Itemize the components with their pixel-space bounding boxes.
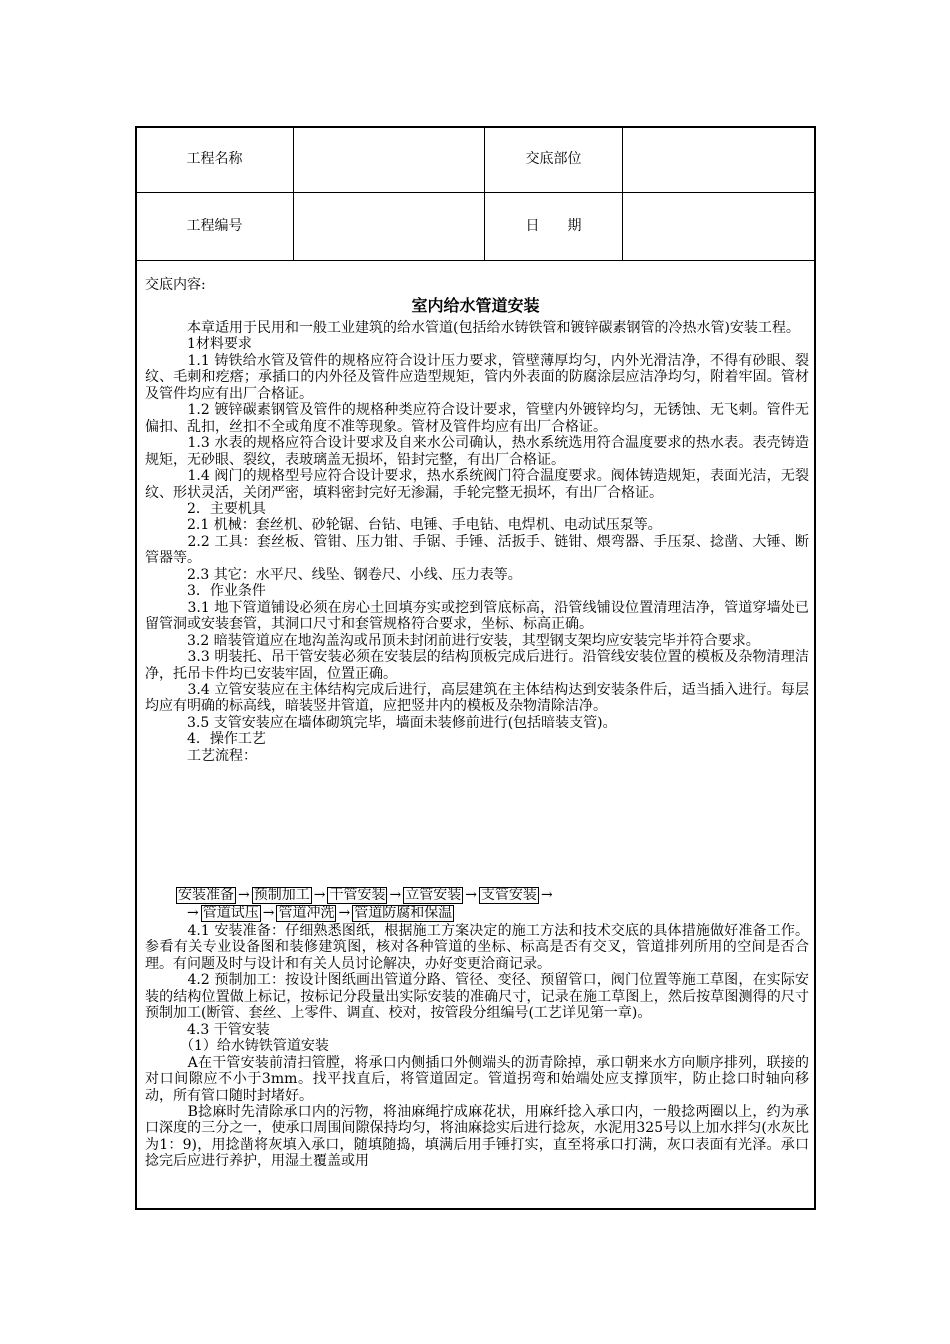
table-col-divider: [622, 126, 623, 260]
flow-arrow-icon: →: [238, 887, 250, 903]
process-flow-row-2: [145, 904, 809, 922]
flow-arrow-icon: →: [389, 887, 402, 903]
flow-arrow-icon: →: [338, 905, 351, 921]
disclosure-position-label: 交底部位: [525, 151, 582, 167]
flow-arrow-icon: →: [313, 887, 326, 903]
flow-step: 管道冲洗: [278, 905, 335, 921]
paragraph: 4.3 干管安装: [145, 1021, 270, 1038]
paragraph: 3.2 暗装管道应在地沟盖沟或吊顶未封闭前进行安装，其型钢支架均应安装完毕并符合要求。: [145, 632, 760, 649]
flow-step: 管道试压: [202, 905, 259, 921]
paragraph: 3．作业条件: [145, 583, 266, 600]
paragraph: 1.3 水表的规格应符合设计要求及自来水公司确认，热水系统选用符合温度要求的热水表。表壳铸造规矩，无砂眼、裂纹，表玻璃盖无损坏，铅封完整，有出厂合格证。: [145, 435, 809, 468]
paragraph: 4.1 安装准备：仔细熟悉图纸，根据施工方案决定的施工方法和技术交底的具体措施做好准备工作。参看有关专业设备图和装修建筑图，核对各种管道的坐标、标高是否有交叉，管道排列所用的空间是否合理。有问题及时与设计和有关人员讨论解决，办好变更洽商记录。: [145, 923, 809, 972]
paragraph: （1）给水铸铁管道安装: [145, 1038, 329, 1055]
paragraph: B捻麻时先清除承口内的污物，将油麻绳拧成麻花状，用麻纤捻入承口内，一般捻两圈以上，约为承口深度的三分之一，使承口周围间隙保持均匀，将油麻捻实后进行捻灰，水泥用325号以上加水拌匀(水灰比为1：9)，用捻凿将灰填入承口，随填随捣，填满后用手锤打实，直至将承口打满，灰口表面有光泽。承口捻完后应进行养护，用湿土覆盖或用: [145, 1103, 809, 1170]
paragraph: 3.3 明装托、吊干管安装必须在安装层的结构顶板完成后进行。沿管线安装位置的模板及杂物清理洁净，托吊卡件均已安装牢固，位置正确。: [145, 649, 809, 682]
paragraph: 2.2 工具：套丝板、管钳、压力钳、手锯、手锤、活扳手、链钳、煨弯器、手压泵、捻凿、大锤、断管器等。: [145, 533, 809, 567]
paragraph: 本章适用于民用和一般工业建筑的给水管道(包括给水铸铁管和镀锌碳素钢管的冷热水管)安装工程。: [145, 320, 800, 336]
document-title: 室内给水管道安装: [411, 296, 540, 315]
process-flow-row-1: [145, 886, 809, 904]
flow-step: 支管安装: [480, 887, 537, 903]
flow-arrow-icon: →: [465, 887, 477, 903]
paragraph: 2.3 其它：水平尺、线坠、钢卷尺、小线、压力表等。: [145, 566, 522, 583]
flow-step: 干管安装: [329, 887, 386, 903]
paragraph: 2．主要机具: [145, 500, 266, 517]
paragraph: 3.4 立管安装应在主体结构完成后进行，高层建筑在主体结构达到安装条件后，适当插入进行。每层均应有明确的标高线，暗装竖井管道，应把竖井内的模板及杂物清除洁净。: [145, 681, 809, 715]
paragraph: 1.1 铸铁给水管及管件的规格应符合设计压力要求，管壁薄厚均匀，内外光滑洁净，不得有砂眼、裂纹、毛刺和疙瘩；承插口的内外径及管件应造型规矩，管内外表面的防腐涂层应洁净均匀，附着牢固。管材及管件均应有出厂合格证。: [145, 352, 809, 402]
flow-arrow-icon: →: [262, 905, 275, 921]
flow-arrow-icon: →: [187, 905, 199, 921]
flow-step: 安装准备: [178, 887, 234, 903]
flow-step: 预制加工: [253, 887, 310, 903]
paragraph: 1.4 阀门的规格型号应符合设计要求，热水系统阀门符合温度要求。阀体铸造规矩，表面光洁，无裂纹、形状灵活，关闭严密，填料密封完好无渗漏，手轮完整无损坏，有出厂合格证。: [145, 468, 809, 501]
paragraph: 2.1 机械：套丝机、砂轮锯、台钻、电锤、手电钻、电焊机、电动试压泵等。: [145, 517, 662, 534]
body-text-section-b: [145, 923, 809, 1170]
content-label: 交底内容:: [145, 277, 206, 293]
process-flow: [145, 886, 809, 922]
paragraph: 3.1 地下管道铺设必须在房心土回填夯实或挖到管底标高，沿管线铺设位置清理洁净，管道穿墙处已留管洞或安装套管，其洞口尺寸和套管规格符合要求，坐标、标高正确。: [145, 599, 809, 633]
table-row-divider: [135, 192, 816, 193]
project-number-label: 工程编号: [186, 218, 243, 234]
paragraph: 4．操作工艺: [145, 731, 266, 748]
body-text-section-a: [145, 320, 809, 764]
paragraph: 4.2 预制加工：按设计图纸画出管道分路、管径、变径、预留管口，阀门位置等施工草图，在实际安装的结构位置做上标记，按标记分段量出实际安装的准确尺寸，记录在施工草图上，然后按草图测得的尺寸预制加工(断管、套丝、上零件、调直、校对，按管段分组编号(工艺详见第一章)。: [145, 972, 809, 1022]
paragraph: 工艺流程：: [145, 747, 257, 764]
table-row-divider: [135, 260, 816, 261]
flow-step: 管道防腐和保温: [354, 905, 453, 921]
flow-step: 立管安装: [405, 887, 462, 903]
date-label: 日 期: [525, 218, 582, 234]
paragraph: 1材料要求: [145, 336, 252, 353]
table-col-divider: [293, 126, 294, 260]
paragraph: 1.2 镀锌碳素钢管及管件的规格种类应符合设计要求，管壁内外镀锌均匀，无锈蚀、无飞刺。管件无偏扣、乱扣，丝扣不全或角度不准等现象。管材及管件均应有出厂合格证。: [145, 402, 809, 435]
flow-arrow-icon: →: [540, 887, 553, 903]
paragraph: 3.5 支管安装应在墙体砌筑完毕，墙面未装修前进行(包括暗装支管)。: [145, 714, 617, 731]
paragraph: A在干管安装前清扫管膛，将承口内侧插口外侧端头的沥青除掉，承口朝来水方向顺序排列，联接的对口间隙应不小于3mm。找平找直后，将管道固定。管道拐弯和始端处应支撑顶牢，防止捻口时轴向移动，所有管口随时封堵好。: [145, 1054, 809, 1104]
table-col-divider: [484, 126, 485, 260]
project-name-label: 工程名称: [186, 151, 243, 167]
